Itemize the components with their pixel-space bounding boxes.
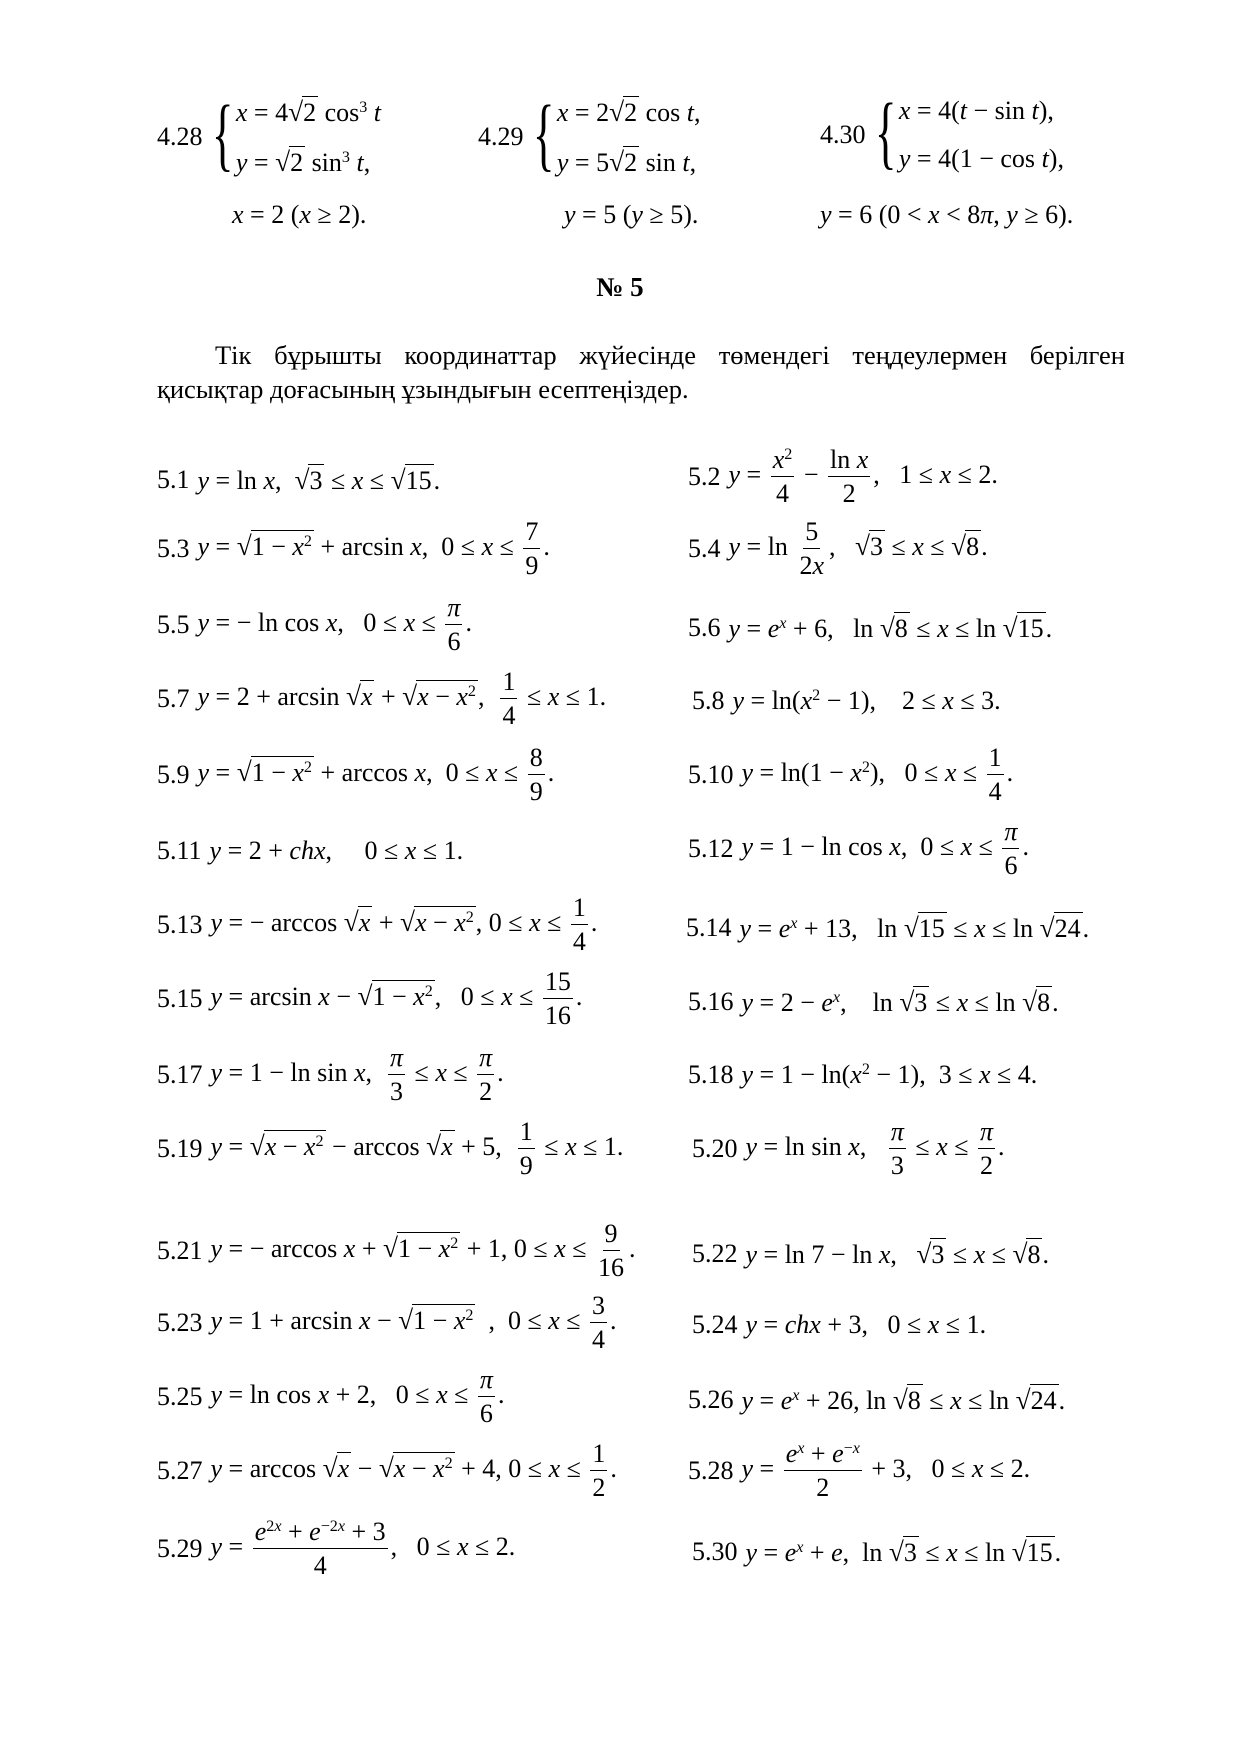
problem-number: 5.29 <box>157 1533 203 1563</box>
curly-brace: { <box>532 88 555 179</box>
problem-5-11: 5.11 y = 2 + chx, 0 ≤ x ≤ 1. <box>157 836 464 865</box>
problem-4-28-system <box>157 88 382 179</box>
problem-4-28-bound: x = 2 (x ≥ 2). <box>232 200 367 229</box>
problem-number: 5.21 <box>157 1235 203 1265</box>
problem-number: 5.14 <box>686 913 732 942</box>
problem-5-4: 5.4 y = ln $\frac{5}{2x}$ , √ 3 ≤ x ≤ √ 8 . <box>688 517 988 581</box>
problem-5-2: 5.2 y = $\frac{x^2}{4}$ − $\frac{\text{ln x}}{2}$ , 1 ≤ x ≤ 2. <box>688 445 998 509</box>
problem-5-29: 5.29 y = $\frac{e^{2x} + e^{-2x} + 3}{4}$ , 0 ≤ x ≤ 2. <box>157 1517 516 1581</box>
problem-number: 5.20 <box>692 1133 738 1163</box>
problem-4-28-eq1: x = 4 √ 2 $\cos^3 t$ <box>235 97 382 127</box>
section-title: № 5 <box>596 272 644 302</box>
problem-4-29-eq1: x = 2 √ 2 cos t, <box>556 97 701 127</box>
problem-number: 4.28 <box>157 122 203 151</box>
problem-5-24: 5.24 y = chx + 3, 0 ≤ x ≤ 1. <box>692 1310 987 1339</box>
problem-5-21: 5.21 y = − arccos x + √ $1 - x^2$ + 1, 0 ≤ x ≤ $\frac{9}{16}$ . <box>157 1219 636 1283</box>
problem-number: 5.3 <box>157 533 190 563</box>
problem-5-20: 5.20 y = ln sin x, $\frac{\pi}{3}$ ≤ x ≤ $\frac{\pi}{2}$ . <box>692 1117 1005 1181</box>
problem-number: 5.16 <box>688 987 734 1016</box>
problem-4-29-system <box>478 88 701 179</box>
problem-5-28: 5.28 y = $\frac{e^x + e^{-x}}{2}$ + 3, 0 ≤ x ≤ 2. <box>688 1439 1031 1503</box>
section-instruction: Тік бұрышты координаттар жүйесінде төмендегі теңдеулермен берілген қисықтар доғасының ұзындығын есептеңіздер. <box>157 340 1125 404</box>
problem-number: 5.5 <box>157 609 190 639</box>
problem-number: 5.18 <box>688 1060 734 1089</box>
problem-5-18: 5.18 $y = 1 - \ln(x^2 - 1)$, 3 ≤ x ≤ 4. <box>688 1060 1038 1089</box>
problem-number: 5.7 <box>157 683 190 713</box>
problem-5-1: 5.1 y = ln x, √ 3 ≤ x ≤ √ 15 . <box>157 465 441 495</box>
problem-number: 5.9 <box>157 759 190 789</box>
problem-number: 5.17 <box>157 1059 203 1089</box>
problem-number: 5.22 <box>692 1239 738 1268</box>
problem-5-9: 5.9 y = √ $1 - x^2$ + arccos x, 0 ≤ x ≤ $\frac{8}{9}$ . <box>157 743 555 807</box>
problem-5-8: 5.8 $y = \ln(x^2 - 1)$, 2 ≤ x ≤ 3. <box>692 686 1001 715</box>
problem-5-13: 5.13 y = − arccos √ x + √ $x - x^2$ , 0 ≤ x ≤ $\frac{1}{4}$ . <box>157 893 598 957</box>
problem-5-25: 5.25 y = ln cos x + 2, 0 ≤ x ≤ $\frac{\pi}{6}$ . <box>157 1365 505 1429</box>
problem-number: 5.2 <box>688 461 721 491</box>
curly-brace: { <box>211 88 234 179</box>
problem-number: 5.4 <box>688 533 721 563</box>
curly-brace: { <box>874 86 897 177</box>
problem-4-30-system <box>820 86 1064 177</box>
problem-number: 5.15 <box>157 983 203 1013</box>
problem-number: 5.25 <box>157 1381 203 1411</box>
problem-5-26: 5.26 $y = e^x + 26$, ln √ 8 ≤ x ≤ ln √ 24 . <box>688 1385 1066 1415</box>
problem-number: 4.30 <box>820 120 866 149</box>
problem-5-23: 5.23 y = 1 + arcsin x − √ $1 - x^2$ , 0 ≤ x ≤ $\frac{3}{4}$ . <box>157 1291 617 1355</box>
problem-number: 5.23 <box>157 1307 203 1337</box>
problem-4-30-eq1: x = 4(t − sin t), <box>898 96 1054 125</box>
problem-5-3: 5.3 y = √ $1 - x^2$ + arcsin x, 0 ≤ x ≤ $\frac{7}{9}$ . <box>157 517 550 581</box>
problem-5-10: 5.10 $y = \ln(1 - x^2)$, 0 ≤ x ≤ $\frac{1}{4}$ . <box>688 743 1014 807</box>
problem-number: 5.30 <box>692 1537 738 1566</box>
problem-number: 5.6 <box>688 613 721 642</box>
problem-number: 5.8 <box>692 686 725 715</box>
problem-4-28-eq2: y = √ 2 $\sin^3 t$, <box>235 147 371 177</box>
problem-4-30-eq2: y = 4(1 − cos t), <box>898 144 1064 173</box>
problem-number: 5.12 <box>688 833 734 863</box>
problem-4-30-bound: y = 6 (0 < x < 8π, y ≥ 6). <box>820 200 1074 229</box>
problem-number: 5.13 <box>157 909 203 939</box>
problem-5-12: 5.12 y = 1 − ln cos x, 0 ≤ x ≤ $\frac{\pi}{6}$ . <box>688 817 1029 881</box>
problem-5-16: 5.16 $y = 2 - e^x$, ln √ 3 ≤ x ≤ ln √ 8 . <box>688 987 1059 1017</box>
problem-5-22: 5.22 y = ln 7 − ln x, √ 3 ≤ x ≤ √ 8 . <box>692 1239 1049 1269</box>
problem-5-17: 5.17 y = 1 − ln sin x, $\frac{\pi}{3}$ ≤ x ≤ $\frac{\pi}{2}$ . <box>157 1043 504 1107</box>
problem-4-29-bound: y = 5 (y ≥ 5). <box>564 200 699 229</box>
problem-number: 5.1 <box>157 465 190 494</box>
problem-number: 5.19 <box>157 1133 203 1163</box>
problem-number: 4.29 <box>478 122 524 151</box>
problem-5-7: 5.7 y = 2 + arcsin √ x + √ $x - x^2$ , $\frac{1}{4}$ ≤ x ≤ 1. <box>157 667 607 731</box>
problem-number: 5.24 <box>692 1310 738 1339</box>
problem-number: 5.27 <box>157 1455 203 1485</box>
problem-5-19: 5.19 y = √ $x - x^2$ − arccos √ x + 5, $\frac{1}{9}$ ≤ x ≤ 1. <box>157 1117 624 1181</box>
problem-5-27: 5.27 y = arccos √ x − √ $x - x^2$ + 4, 0 ≤ x ≤ $\frac{1}{2}$ . <box>157 1439 617 1503</box>
problem-number: 5.11 <box>157 836 202 865</box>
problem-5-30: 5.30 $y = e^x + e$, ln √ 3 ≤ x ≤ ln √ 15 . <box>692 1537 1062 1567</box>
problem-number: 5.28 <box>688 1455 734 1485</box>
problem-5-5: 5.5 y = − ln cos x, 0 ≤ x ≤ $\frac{\pi}{6}$ . <box>157 593 472 657</box>
problem-4-29-eq2: y = 5 √ 2 sin t, <box>556 147 697 177</box>
problem-number: 5.26 <box>688 1385 734 1414</box>
problem-5-15: 5.15 y = arcsin x − √ $1 - x^2$ , 0 ≤ x ≤ $\frac{15}{16}$ . <box>157 967 583 1031</box>
problem-5-6: 5.6 $y = e^x + 6$, ln √ 8 ≤ x ≤ ln √ 15 . <box>688 613 1053 643</box>
problem-5-14: 5.14 $y = e^x + 13$, ln √ 15 ≤ x ≤ ln √ 24 . <box>686 913 1090 943</box>
problem-number: 5.10 <box>688 759 734 789</box>
